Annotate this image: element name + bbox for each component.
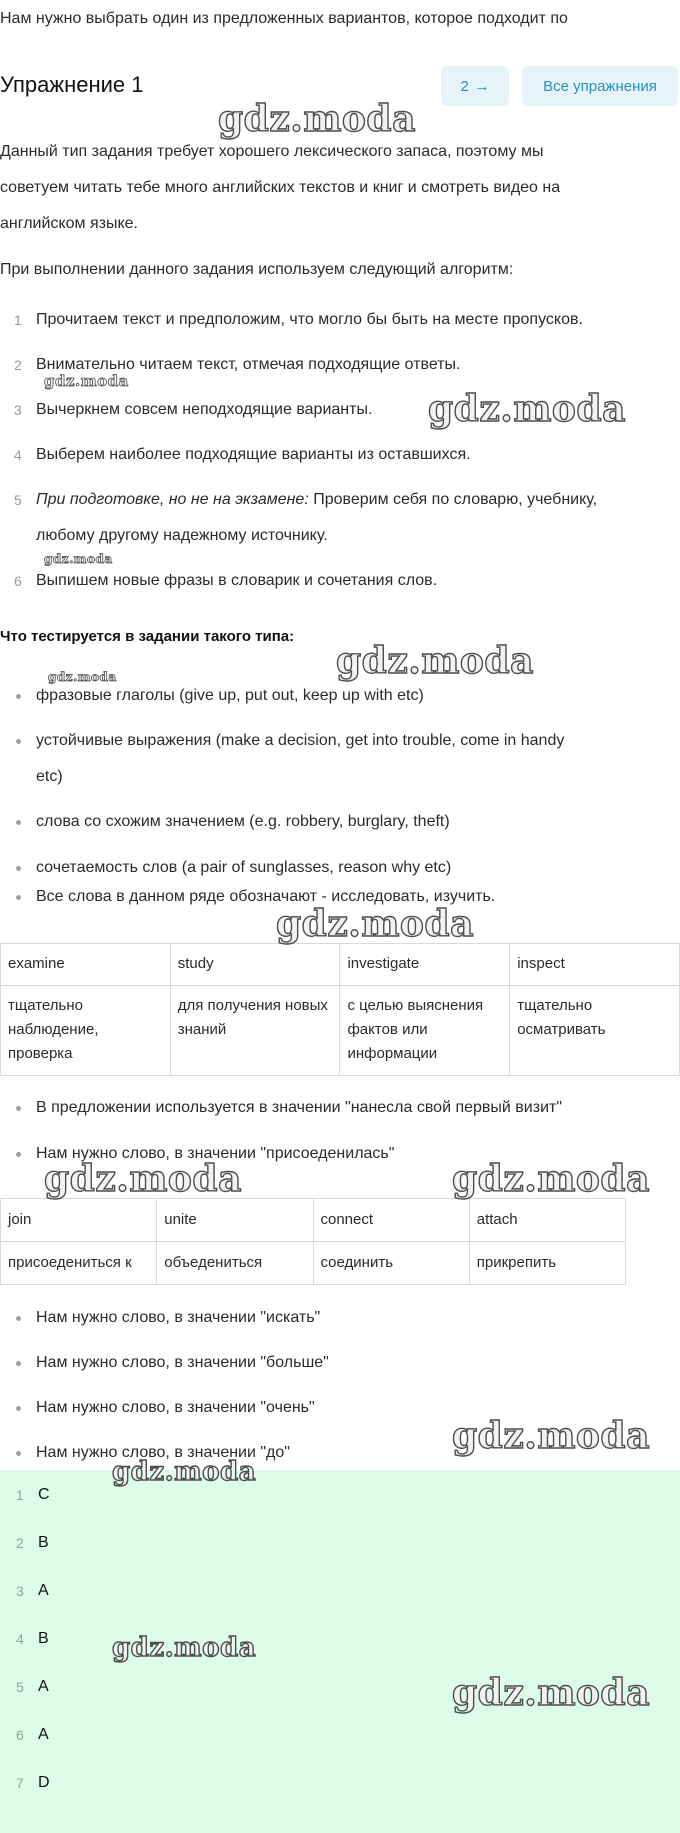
list-text: Прочитаем текст и предположим, что могло бы быть на месте пропусков. xyxy=(36,311,583,328)
bullet-dot xyxy=(16,1406,21,1411)
answer-row xyxy=(0,1528,680,1558)
synonyms-table-2 xyxy=(0,1198,626,1285)
answer-number: 1 xyxy=(16,1487,24,1503)
list-text: Выпишем новые фразы в словарик и сочетания слов. xyxy=(36,572,438,589)
intro-line-2: советуем читать тебе много английских текстов и книг и смотреть видео на xyxy=(0,179,561,196)
table-cell: тщательно осматривать xyxy=(510,986,680,1076)
answer-number: 2 xyxy=(16,1535,24,1551)
answer-number: 7 xyxy=(16,1775,24,1791)
table-cell: для получения новых знаний xyxy=(170,986,340,1076)
bullet-dot xyxy=(16,820,21,825)
list-text xyxy=(36,482,680,518)
watermark: gdz.moda xyxy=(218,98,416,140)
bullet-dot xyxy=(16,1316,21,1321)
table-cell: тщательно наблюдение, проверка xyxy=(1,986,171,1076)
answer-value: A xyxy=(38,1726,49,1743)
answer-row xyxy=(0,1624,680,1654)
bullet-dot xyxy=(16,866,21,871)
list-number: 5 xyxy=(14,492,22,508)
bullet-dot xyxy=(16,1152,21,1157)
answer-value: A xyxy=(38,1678,49,1695)
watermark: gdz.moda xyxy=(428,388,626,430)
table-header-cell: join xyxy=(1,1199,157,1242)
answer-row xyxy=(0,1768,680,1798)
italic-note: При подготовке, но не на экзамене: xyxy=(36,491,309,508)
watermark: gdz.moda xyxy=(44,1158,242,1200)
list-text-rest: Проверим себя по словарю, учебнику, xyxy=(308,491,598,508)
bullet-text: сочетаемость слов (a pair of sunglasses, reason why etc) xyxy=(36,859,452,876)
intro-line-1: Данный тип задания требует хорошего лексического запаса, поэтому мы xyxy=(0,143,544,160)
next-exercise-button[interactable] xyxy=(441,66,509,106)
watermark: gdz.moda xyxy=(112,1633,257,1663)
answer-value: B xyxy=(38,1534,49,1551)
table-cell: прикрепить xyxy=(469,1242,625,1285)
list-text: любому другому надежному источнику. xyxy=(36,527,328,544)
bullet-text: Все слова в данном ряде обозначают - исследовать, изучить. xyxy=(36,888,496,905)
watermark: gdz.moda xyxy=(452,1158,650,1200)
watermark: gdz.moda xyxy=(112,1457,257,1487)
watermark: gdz.moda xyxy=(336,640,534,682)
table-cell: объедениться xyxy=(157,1242,313,1285)
list-number: 3 xyxy=(14,402,22,418)
bullet-text: В предложении используется в значении "нанесла свой первый визит" xyxy=(36,1099,563,1116)
answer-number: 5 xyxy=(16,1679,24,1695)
list-number: 1 xyxy=(14,312,22,328)
top-line: Нам нужно выбрать один из предложенных вариантов, которое подходит по xyxy=(0,10,568,27)
answer-row xyxy=(0,1480,680,1510)
list-text: Выберем наиболее подходящие варианты из оставшихся. xyxy=(36,446,471,463)
bullet-text: слова со схожим значением (e.g. robbery, burglary, theft) xyxy=(36,813,450,830)
watermark: gdz.moda xyxy=(452,1672,650,1714)
watermark: gdz.moda xyxy=(276,903,474,945)
table-header-cell: connect xyxy=(313,1199,469,1242)
bullet-dot xyxy=(16,1361,21,1366)
table-header-cell: attach xyxy=(469,1199,625,1242)
table-header-cell: inspect xyxy=(510,944,680,986)
arrow-right-icon: → xyxy=(474,77,490,95)
answer-row xyxy=(0,1720,680,1750)
bullet-text: Нам нужно слово, в значении "очень" xyxy=(36,1399,315,1416)
bullet-dot xyxy=(16,1451,21,1456)
bullet-dot xyxy=(16,694,21,699)
bullet-text: Нам нужно слово, в значении "искать" xyxy=(36,1309,321,1326)
bullet-text: Нам нужно слово, в значении "до" xyxy=(36,1444,290,1461)
all-exercises-button[interactable]: Все упражнения xyxy=(522,66,678,106)
answer-number: 3 xyxy=(16,1583,24,1599)
list-number: 2 xyxy=(14,357,22,373)
table-header-cell: examine xyxy=(1,944,171,986)
table-cell: соединить xyxy=(313,1242,469,1285)
table-cell: с целью выяснения фактов или информации xyxy=(340,986,510,1076)
answer-value: C xyxy=(38,1486,50,1503)
watermark: gdz.moda xyxy=(44,552,113,566)
answers-block xyxy=(0,1470,680,1833)
answer-number: 6 xyxy=(16,1727,24,1743)
table-header-cell: study xyxy=(170,944,340,986)
bullet-text: Нам нужно слово, в значении "больше" xyxy=(36,1354,329,1371)
table-cell: присоедениться к xyxy=(1,1242,157,1285)
answer-value: B xyxy=(38,1630,49,1647)
watermark: gdz.moda xyxy=(44,372,129,390)
bullet-dot xyxy=(16,895,21,900)
bullet-text: Нам нужно слово, в значении "присоеденилась" xyxy=(36,1145,395,1162)
intro-line-3: английском языке. xyxy=(0,215,138,232)
bullet-text: etc) xyxy=(36,768,63,785)
bullet-dot xyxy=(16,1106,21,1111)
table-header-cell: investigate xyxy=(340,944,510,986)
bullet-text: фразовые глаголы (give up, put out, keep up with etc) xyxy=(36,687,424,704)
watermark: gdz.moda xyxy=(48,670,117,684)
algorithm-intro: При выполнении данного задания используем следующий алгоритм: xyxy=(0,261,514,278)
bullet-dot xyxy=(16,739,21,744)
list-text: Внимательно читаем текст, отмечая подходящие ответы. xyxy=(36,356,461,373)
next-exercise-label: 2 xyxy=(460,77,469,95)
synonyms-table-1 xyxy=(0,943,680,1076)
list-number: 4 xyxy=(14,447,22,463)
list-number: 6 xyxy=(14,573,22,589)
tested-heading: Что тестируется в задании такого типа: xyxy=(0,628,295,645)
answer-row xyxy=(0,1576,680,1606)
bullet-text: устойчивые выражения (make a decision, get into trouble, come in handy xyxy=(36,732,565,749)
answer-value: A xyxy=(38,1582,49,1599)
watermark: gdz.moda xyxy=(452,1415,650,1457)
list-text: Вычеркнем совсем неподходящие варианты. xyxy=(36,401,373,418)
answer-number: 4 xyxy=(16,1631,24,1647)
answer-row xyxy=(0,1672,680,1702)
exercise-title: Упражнение 1 xyxy=(0,72,144,97)
table-header-cell: unite xyxy=(157,1199,313,1242)
answer-value: D xyxy=(38,1774,50,1791)
